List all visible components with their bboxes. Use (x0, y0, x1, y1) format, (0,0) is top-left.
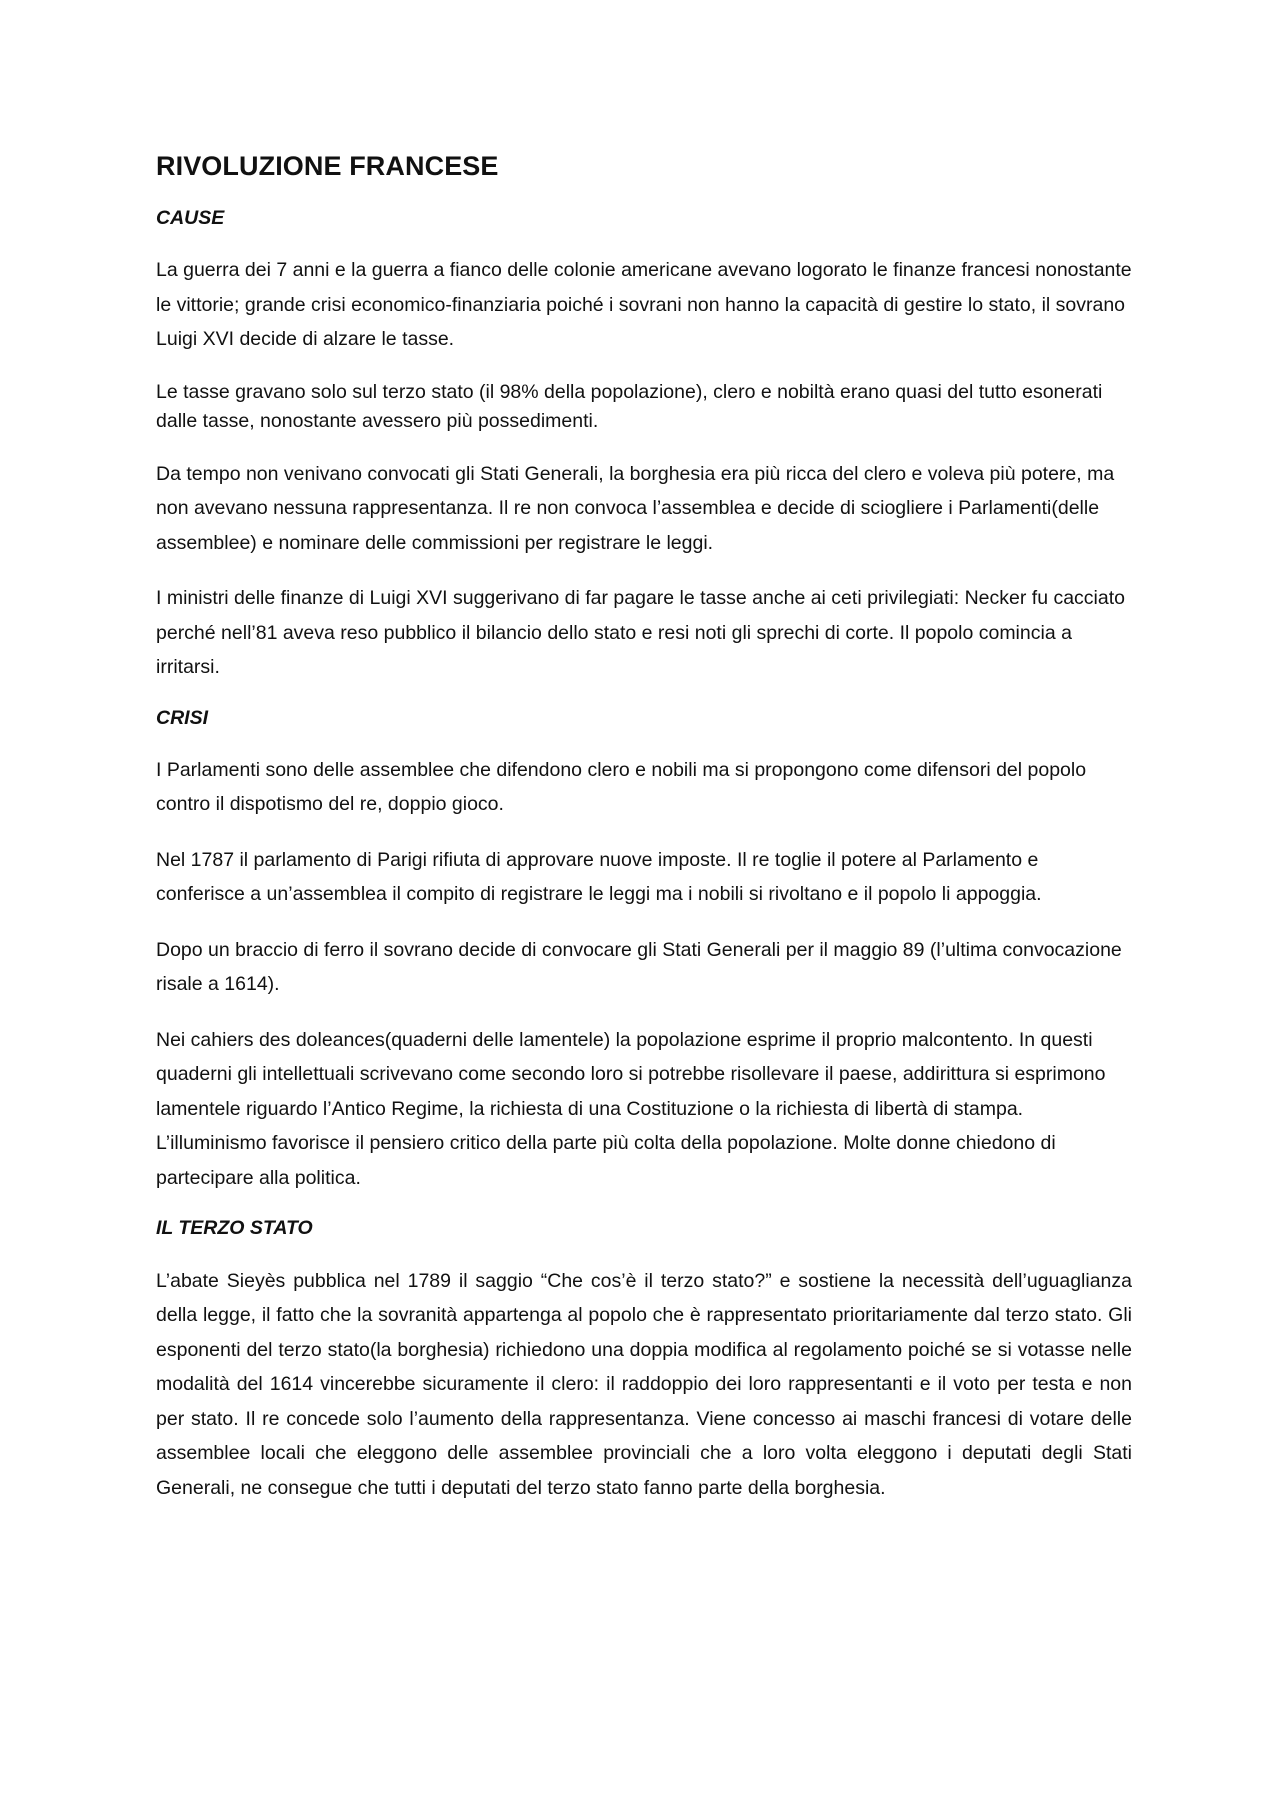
paragraph: I Parlamenti sono delle assemblee che difendono clero e nobili ma si propongono come difensori del popolo contro il dispotismo del re, doppio gioco. (156, 758, 1087, 816)
paragraph: I ministri delle finanze di Luigi XVI suggerivano di far pagare le tasse anche ai ceti privilegiati: Necker fu cacciato perché nell’81 aveva reso pubblico il bilancio dello stato e resi noti gli sprechi di corte. Il popolo comincia a irritarsi. (156, 587, 1126, 679)
paragraph: Dopo un braccio di ferro il sovrano decide di convocare gli Stati Generali per il maggio 89 (l’ultima convocazione risale a 1614). (156, 938, 1122, 996)
paragraph: Le tasse gravano solo sul terzo stato (il 98% della popolazione), clero e nobiltà erano quasi del tutto esonerati dalle tasse, nonostante avessero più possedimenti. (156, 380, 1103, 432)
document-page (156, 150, 1132, 1526)
section-heading-cause: CAUSE (156, 206, 225, 229)
paragraph: La guerra dei 7 anni e la guerra a fianco delle colonie americane avevano logorato le finanze francesi nonostante le vittorie; grande crisi economico-finanziaria poiché i sovrani non hanno la capacità di gestire lo stato, il sovrano Luigi XVI decide di alzare le tasse. (156, 259, 1132, 351)
paragraph: L’abate Sieyès pubblica nel 1789 il saggio “Che cos’è il terzo stato?” e sostiene la necessità dell’uguaglianza della legge, il fatto che la sovranità appartenga al popolo che è rappresentato prioritariamente dal terzo stato. Gli esponenti del terzo stato(la borghesia) richiedono una doppia modifica al regolamento poiché se si votasse nelle modalità del 1614 vincerebbe sicuramente il clero: il raddoppio dei loro rappresentanti e il voto per testa e non per stato. Il re concede solo l’aumento della rappresentanza. Viene concesso ai maschi francesi di votare delle assemblee locali che eleggono delle assemblee provinciali che a loro volta eleggono i deputati degli Stati Generali, ne consegue che tutti i deputati del terzo stato fanno parte della borghesia. (156, 1269, 1132, 1499)
section-heading-terzo-stato: IL TERZO STATO (156, 1217, 313, 1240)
document-title: RIVOLUZIONE FRANCESE (156, 151, 499, 181)
paragraph: Da tempo non venivano convocati gli Stati Generali, la borghesia era più ricca del clero e voleva più potere, ma non avevano nessuna rappresentanza. Il re non convoca l’assemblea e decide di sciogliere i Parlamenti(delle assemblee) e nominare delle commissioni per registrare le leggi. (156, 462, 1115, 554)
paragraph: Nei cahiers des doleances(quaderni delle lamentele) la popolazione esprime il proprio malcontento. In questi quaderni gli intellettuali scrivevano come secondo loro si potrebbe risollevare il paese, addirittura si esprimono lamentele riguardo l’Antico Regime, la richiesta di una Costituzione o la richiesta di libertà di stampa. L’illuminismo favorisce il pensiero critico della parte più colta della popolazione. Molte donne chiedono di partecipare alla politica. (156, 1028, 1106, 1189)
paragraph: Nel 1787 il parlamento di Parigi rifiuta di approvare nuove imposte. Il re toglie il potere al Parlamento e conferisce a un’assemblea il compito di registrare le leggi ma i nobili si rivoltano e il popolo li appoggia. (156, 848, 1042, 906)
section-heading-crisi: CRISI (156, 706, 209, 729)
